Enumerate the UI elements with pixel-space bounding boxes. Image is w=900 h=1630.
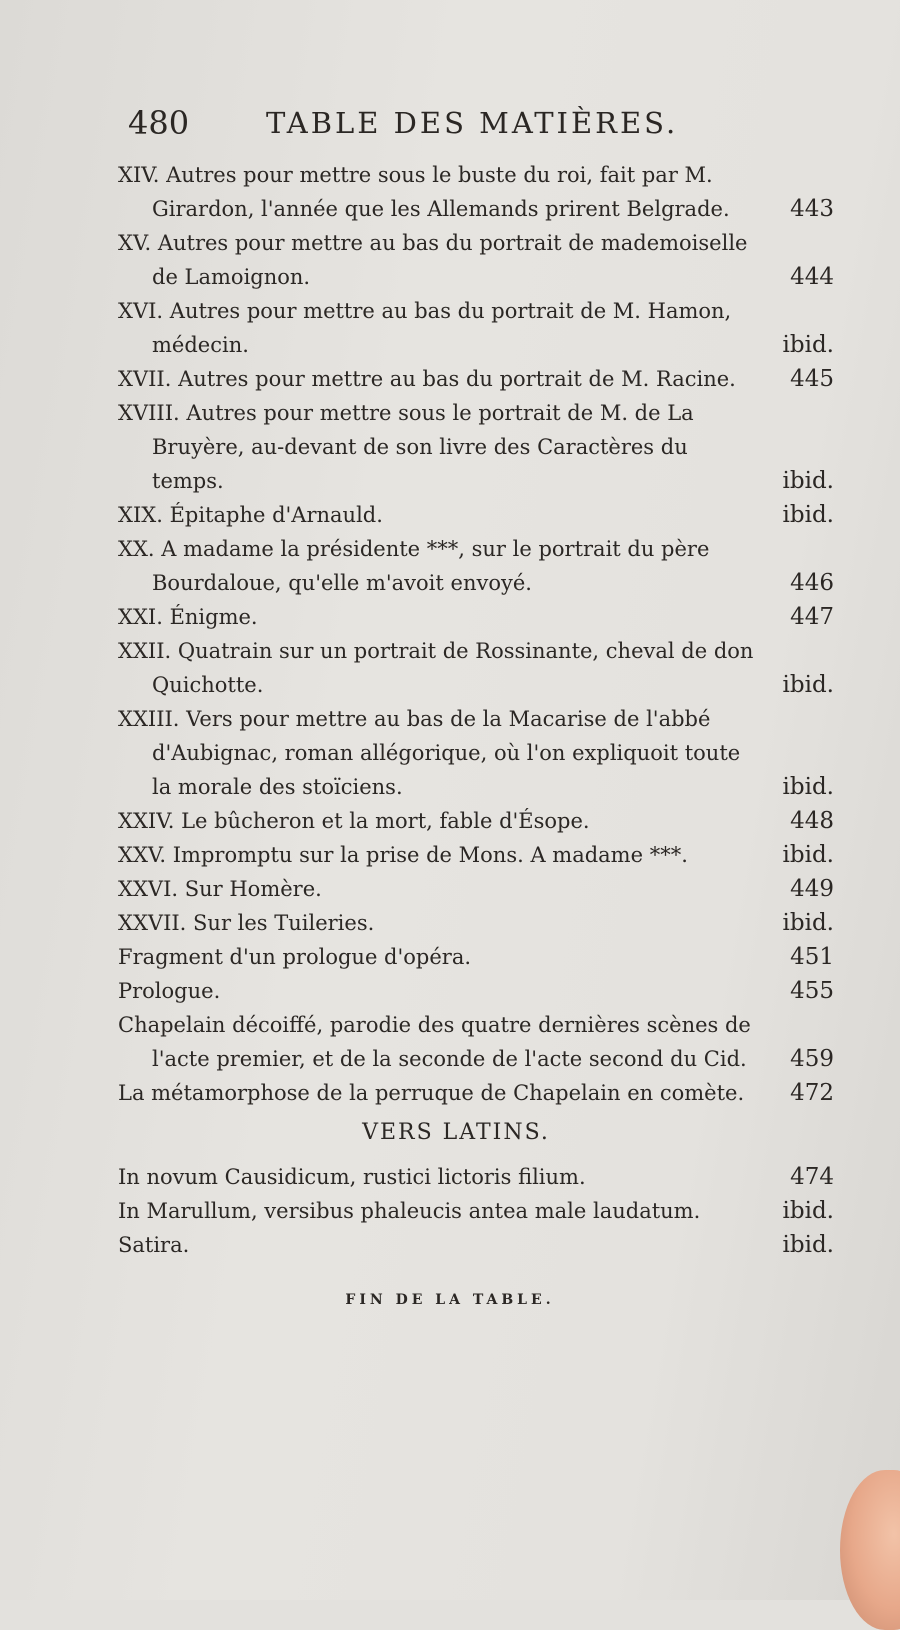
toc-entry	[118, 872, 834, 906]
entry-title: Sur les Tuileries.	[193, 911, 375, 935]
entry-page: ibid.	[782, 502, 834, 528]
toc-entry	[118, 1228, 834, 1262]
entry-title: Sur Homère.	[184, 877, 322, 901]
entry-title: Impromptu sur la prise de Mons. A madame ***.	[172, 843, 688, 867]
toc-entry	[118, 294, 834, 362]
entry-title: In Marullum, versibus phaleucis antea male laudatum.	[118, 1199, 701, 1223]
entry-number: XXIII.	[118, 707, 180, 731]
entry-page: 448	[790, 808, 834, 834]
entry-title: Autres pour mettre au bas du portrait de M. Racine.	[178, 367, 736, 391]
entry-title: Fragment d'un prologue d'opéra.	[118, 945, 472, 969]
entry-number: XV.	[118, 231, 152, 255]
entry-title: Vers pour mettre au bas de la Macarise de l'abbé d'Aubignac, roman allégorique, où l'on expliquoit toute la morale des stoïciens.	[152, 707, 741, 799]
toc-entry	[118, 498, 834, 532]
toc-entry	[118, 226, 834, 294]
toc-entry	[118, 906, 834, 940]
entry-title: Quatrain sur un portrait de Rossinante, cheval de don Quichotte.	[152, 639, 754, 697]
entry-number: XIV.	[118, 163, 160, 187]
entry-page: 451	[790, 944, 834, 970]
entry-title: Énigme.	[169, 605, 258, 629]
entry-page: ibid.	[782, 468, 834, 494]
entry-number: XXII.	[118, 639, 172, 663]
toc-entry	[118, 1194, 834, 1228]
entry-number: XXI.	[118, 605, 163, 629]
toc-entry	[118, 600, 834, 634]
entry-title: Satira.	[118, 1233, 190, 1257]
entry-number: XXVI.	[118, 877, 179, 901]
entry-number: XVII.	[118, 367, 172, 391]
entry-page: ibid.	[782, 774, 834, 800]
toc-entry	[118, 974, 834, 1008]
entry-title: Autres pour mettre sous le buste du roi, fait par M. Girardon, l'année que les Allemands prirent Belgrade.	[152, 163, 730, 221]
toc-entry	[118, 396, 834, 498]
entry-title: Autres pour mettre sous le portrait de M. de La Bruyère, au-devant de son livre des Caractères du temps.	[152, 401, 694, 493]
running-title: TABLE DES MATIÈRES.	[266, 106, 679, 140]
entry-page: ibid.	[782, 1198, 834, 1224]
entry-title: A madame la présidente ***, sur le portrait du père Bourdaloue, qu'elle m'avoit envoyé.	[152, 537, 710, 595]
table-of-contents	[118, 158, 834, 1262]
entry-title: Prologue.	[118, 979, 221, 1003]
toc-entry	[118, 1160, 834, 1194]
entry-page: 459	[790, 1046, 834, 1072]
entry-title: Autres pour mettre au bas du portrait de M. Hamon, médecin.	[152, 299, 732, 357]
entry-page: 446	[790, 570, 834, 596]
page-number: 480	[128, 104, 190, 142]
entry-page: ibid.	[782, 672, 834, 698]
entry-page: ibid.	[782, 332, 834, 358]
entry-page: 449	[790, 876, 834, 902]
entry-number: XIX.	[118, 503, 163, 527]
entry-page: 447	[790, 604, 834, 630]
entry-title: Autres pour mettre au bas du portrait de mademoiselle de Lamoignon.	[152, 231, 748, 289]
entry-page: ibid.	[782, 1232, 834, 1258]
entry-number: XXVII.	[118, 911, 187, 935]
finger	[840, 1470, 900, 1630]
entry-title: Chapelain décoiffé, parodie des quatre dernières scènes de l'acte premier, et de la seconde de l'acte second du Cid.	[118, 1013, 751, 1071]
toc-entry	[118, 804, 834, 838]
section-heading: VERS LATINS.	[362, 1120, 550, 1145]
entry-title: Le bûcheron et la mort, fable d'Ésope.	[181, 809, 590, 833]
entry-page: 472	[790, 1080, 834, 1106]
toc-entry	[118, 532, 834, 600]
end-of-table-note: FIN DE LA TABLE.	[345, 1292, 555, 1308]
entry-title: In novum Causidicum, rustici lictoris filium.	[118, 1165, 586, 1189]
entry-page: 474	[790, 1164, 834, 1190]
entry-number: XVIII.	[118, 401, 180, 425]
entry-page: 444	[790, 264, 834, 290]
toc-entry	[118, 940, 834, 974]
toc-entry	[118, 838, 834, 872]
entry-page: 443	[790, 196, 834, 222]
entry-number: XVI.	[118, 299, 164, 323]
entry-number: XXIV.	[118, 809, 175, 833]
entry-title: La métamorphose de la perruque de Chapelain en comète.	[118, 1081, 745, 1105]
entry-number: XX.	[118, 537, 155, 561]
toc-entry	[118, 702, 834, 804]
entry-number: XXV.	[118, 843, 167, 867]
page-header	[128, 104, 688, 150]
entry-page: 455	[790, 978, 834, 1004]
toc-entry	[118, 1076, 834, 1110]
toc-entry	[118, 362, 834, 396]
entry-page: 445	[790, 366, 834, 392]
entry-title: Épitaphe d'Arnauld.	[169, 503, 383, 527]
entry-page: ibid.	[782, 842, 834, 868]
toc-entry	[118, 634, 834, 702]
entry-page: ibid.	[782, 910, 834, 936]
toc-entry	[118, 1008, 834, 1076]
toc-entry	[118, 158, 834, 226]
